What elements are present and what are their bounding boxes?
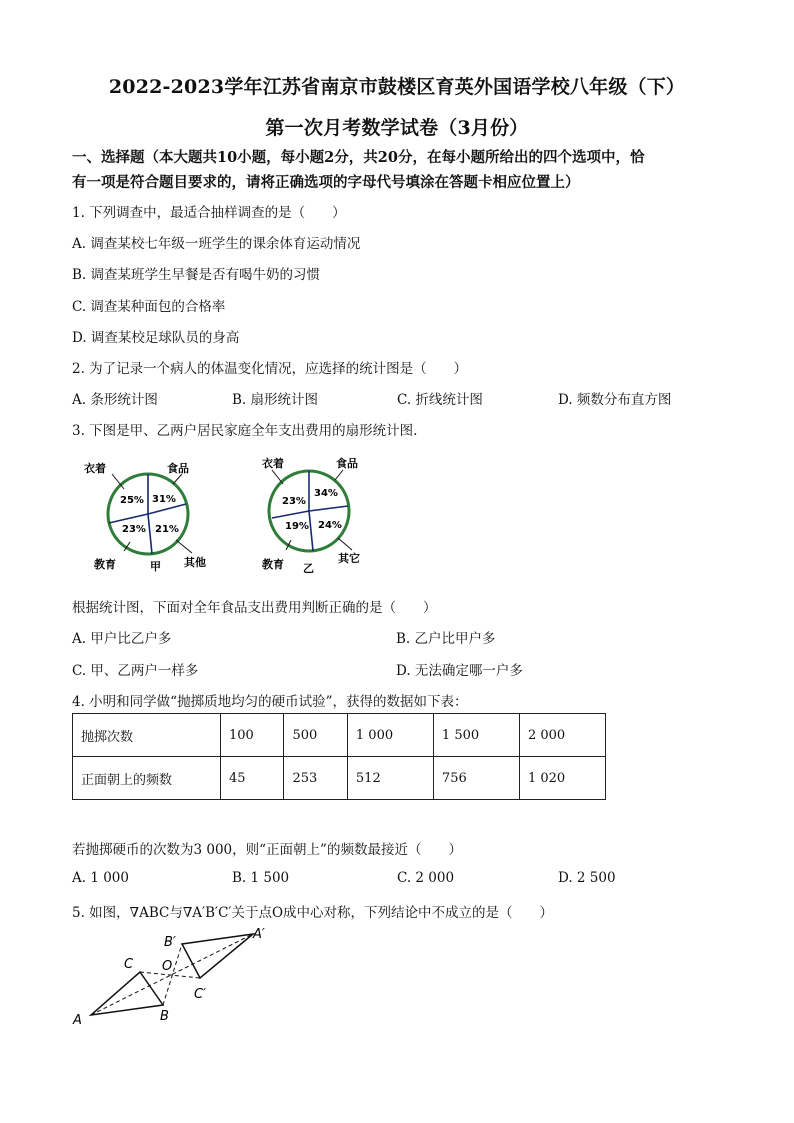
table-cell: 756 bbox=[433, 757, 519, 800]
q1-option-d: D. 调查某校足球队员的身高 bbox=[72, 330, 240, 346]
vertex-label-a-prime: A′ bbox=[253, 927, 265, 942]
pie-jia-leader bbox=[173, 474, 182, 484]
pie-yi-percent: 23% bbox=[282, 496, 306, 507]
vertex-label-c: C bbox=[124, 957, 134, 972]
pie-yi-divider bbox=[309, 506, 348, 511]
table-cell: 2 000 bbox=[519, 714, 605, 757]
q2-stem: 2. 为了记录一个病人的体温变化情况，应选择的统计图是（ ） bbox=[72, 361, 468, 377]
exam-title-line2: 第一次月考数学试卷（3月份） bbox=[265, 117, 529, 139]
vertex-label-b-prime: B′ bbox=[164, 935, 176, 950]
table-row bbox=[73, 714, 606, 757]
triangle-abc bbox=[91, 972, 163, 1015]
section-instructions bbox=[72, 145, 722, 195]
q2-option-d: D. 频数分布直方图 bbox=[558, 392, 672, 408]
table-row bbox=[73, 757, 606, 800]
pie-jia-leader bbox=[176, 540, 192, 553]
q4-question: 若抛掷硬币的次数为3 000，则“正面朝上”的频数最接近（ ） bbox=[72, 842, 462, 858]
q3-stem: 3. 下图是甲、乙两户居民家庭全年支出费用的扇形统计图. bbox=[72, 423, 418, 439]
pie-yi-leader bbox=[338, 538, 352, 550]
table-cell: 500 bbox=[284, 714, 347, 757]
q4-option-d: D. 2 500 bbox=[558, 870, 616, 886]
pie-jia-name: 甲 bbox=[150, 560, 161, 573]
q2-option-b: B. 扇形统计图 bbox=[232, 392, 319, 408]
q3-option-d: D. 无法确定哪一户多 bbox=[396, 663, 523, 679]
q3-question: 根据统计图，下面对全年食品支出费用判断正确的是（ ） bbox=[72, 600, 437, 616]
triangle-abc-prime bbox=[182, 934, 253, 978]
pie-charts-figure bbox=[0, 448, 794, 588]
q1-option-b: B. 调查某班学生早餐是否有喝牛奶的习惯 bbox=[72, 267, 321, 283]
pie-yi-label: 食品 bbox=[336, 457, 358, 470]
pie-yi-label: 衣着 bbox=[262, 457, 284, 470]
table-cell: 1 500 bbox=[433, 714, 519, 757]
pie-jia-label: 教育 bbox=[94, 558, 116, 571]
pie-yi-divider bbox=[309, 511, 313, 551]
exam-title-line1: 2022-2023学年江苏省南京市鼓楼区育英外国语学校八年级（下） bbox=[108, 76, 686, 98]
center-label-o: O bbox=[162, 959, 173, 974]
table-row-header: 正面朝上的频数 bbox=[73, 757, 221, 800]
q1-stem: 1. 下列调查中，最适合抽样调查的是（ ） bbox=[72, 205, 346, 221]
pie-jia-percent: 21% bbox=[155, 524, 179, 535]
table-cell: 1 000 bbox=[347, 714, 433, 757]
pie-jia-divider bbox=[148, 504, 186, 514]
pie-jia-label: 其他 bbox=[184, 556, 206, 569]
pie-yi-percent: 24% bbox=[318, 520, 342, 531]
pie-jia-percent: 25% bbox=[120, 495, 144, 506]
q3-option-a: A. 甲户比乙户多 bbox=[72, 631, 172, 647]
segment-bb-prime bbox=[163, 944, 182, 1005]
section-instructions-line1: 一、选择题（本大题共10小题，每小题2分，共20分，在每小题所给出的四个选项中，恰 bbox=[72, 149, 645, 166]
q2-option-a: A. 条形统计图 bbox=[72, 392, 158, 408]
q4-option-b: B. 1 500 bbox=[232, 870, 290, 886]
pie-chart-yi bbox=[261, 456, 360, 575]
q3-option-c: C. 甲、乙两户一样多 bbox=[72, 663, 199, 679]
pie-jia-divider bbox=[148, 514, 152, 554]
table-cell: 45 bbox=[221, 757, 284, 800]
q3-option-b: B. 乙户比甲户多 bbox=[396, 631, 496, 647]
pie-jia-divider bbox=[109, 514, 148, 523]
pie-yi-label: 教育 bbox=[262, 558, 284, 571]
q2-option-c: C. 折线统计图 bbox=[397, 392, 483, 408]
pie-chart-jia bbox=[84, 461, 206, 573]
vertex-label-b: B bbox=[160, 1009, 169, 1024]
pie-yi-percent: 19% bbox=[285, 521, 309, 532]
pie-yi-label: 其它 bbox=[338, 552, 360, 565]
q1-option-c: C. 调查某种面包的合格率 bbox=[72, 299, 226, 315]
pie-yi-name: 乙 bbox=[303, 562, 314, 575]
q1-option-a: A. 调查某校七年级一班学生的课余体育运动情况 bbox=[72, 236, 361, 252]
q5-stem: 5. 如图，∇ABC与∇A′B′C′关于点O成中心对称，下列结论中不成立的是（ ） bbox=[72, 905, 554, 921]
q4-stem: 4. 小明和同学做“抛掷质地均匀的硬币试验”，获得的数据如下表： bbox=[72, 694, 468, 710]
pie-jia-label: 衣着 bbox=[84, 462, 106, 475]
pie-yi-leader bbox=[272, 470, 283, 484]
pie-yi-divider bbox=[272, 511, 309, 518]
vertex-label-c-prime: C′ bbox=[194, 987, 207, 1002]
pie-jia-percent: 31% bbox=[152, 494, 176, 505]
central-symmetry-figure bbox=[60, 920, 360, 1050]
pie-yi-percent: 34% bbox=[314, 488, 338, 499]
q4-option-a: A. 1 000 bbox=[72, 870, 129, 886]
pie-jia-label: 食品 bbox=[167, 462, 189, 475]
section-instructions-line2: 有一项是符合题目要求的，请将正确选项的字母代号填涂在答题卡相应位置上） bbox=[72, 174, 580, 191]
table-cell: 100 bbox=[221, 714, 284, 757]
coin-toss-table bbox=[72, 713, 606, 800]
pie-yi-leader bbox=[335, 470, 343, 480]
table-cell: 1 020 bbox=[519, 757, 605, 800]
vertex-label-a: A bbox=[73, 1013, 82, 1028]
q4-option-c: C. 2 000 bbox=[397, 870, 455, 886]
pie-jia-percent: 23% bbox=[122, 524, 146, 535]
table-cell: 253 bbox=[284, 757, 347, 800]
table-row-header: 抛掷次数 bbox=[73, 714, 221, 757]
table-cell: 512 bbox=[347, 757, 433, 800]
